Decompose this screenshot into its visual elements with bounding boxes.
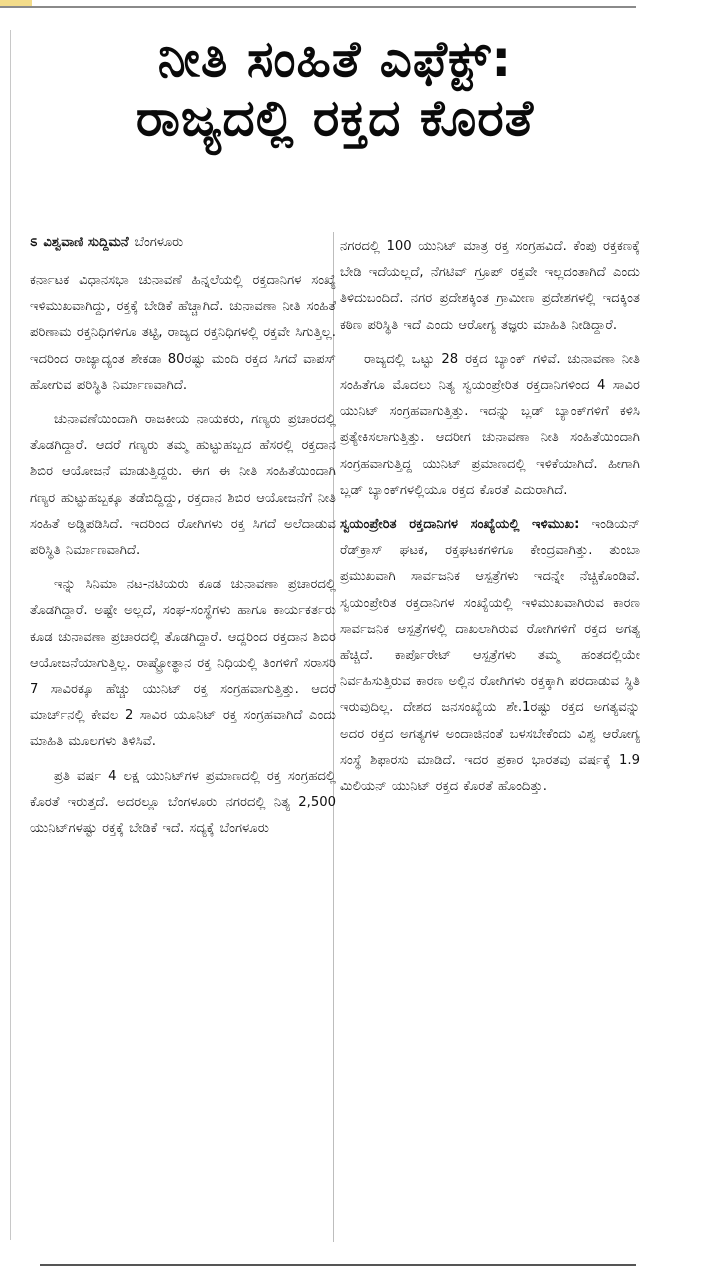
paragraph: ಚುನಾವಣೆಯಿಂದಾಗಿ ರಾಜಕೀಯ ನಾಯಕರು, ಗಣ್ಯರು ಪ್ರಚಾರದಲ್ಲಿ ತೊಡಗಿದ್ದಾರೆ. ಆದರೆ ಗಣ್ಯರು ತಮ್ಮ ಹುಟ್ಟುಹಬ್ಬದ ಹೆಸರಲ್ಲಿ ರಕ್ತದಾನ ಶಿಬಿರ ಆಯೋಜನೆ ಮಾಡುತ್ತಿದ್ದರು. ಈಗ ಈ ನೀತಿ ಸಂಹಿತೆಯಿಂದಾಗಿ ಗಣ್ಯರ ಹುಟ್ಟುಹಬ್ಬಕ್ಕೂ ತಡೆಬಿದ್ದಿದ್ದು, ರಕ್ತದಾನ ಶಿಬಿರ ಆಯೋಜನೆಗೆ ನೀತಿ ಸಂಹಿತೆ ಅಡ್ಡಿಪಡಿಸಿದೆ. ಇದರಿಂದ ರೋಗಿಗಳು ರಕ್ತ ಸಿಗದೆ ಅಲೆದಾಡುವ ಪರಿಸ್ಥಿತಿ ನಿರ್ಮಾಣವಾಗಿದೆ. xyxy=(30,412,336,559)
paragraph: ಪ್ರತಿ ವರ್ಷ 4 ಲಕ್ಷ ಯುನಿಟ್‌ಗಳ ಪ್ರಮಾಣದಲ್ಲಿ ರಕ್ತ ಸಂಗ್ರಹದಲ್ಲಿ ಕೊರತೆ ಇರುತ್ತದೆ. ಅದರಲ್ಲೂ ಬೆಂಗಳೂರು ನಗರದಲ್ಲಿ ನಿತ್ಯ 2,500 ಯುನಿಟ್‌ಗಳಷ್ಟು ರಕ್ತಕ್ಕೆ ಬೇಡಿಕೆ ಇದೆ. ಸದ್ಯಕ್ಕೆ ಬೆಂಗಳೂರು xyxy=(30,768,336,837)
headline-line-1: ನೀತಿ ಸಂಹಿತೆ ಎಫೆಕ್ಟ್: xyxy=(157,30,513,88)
paragraph: ಕರ್ನಾಟಕ ವಿಧಾನಸಭಾ ಚುನಾವಣೆ ಹಿನ್ನಲೆಯಲ್ಲಿ ರಕ್ತದಾನಿಗಳ ಸಂಖ್ಯೆ ಇಳಿಮುಖವಾಗಿದ್ದು, ರಕ್ತಕ್ಕೆ ಬೇಡಿಕೆ ಹೆಚ್ಚಾಗಿದೆ. ಚುನಾವಣಾ ನೀತಿ ಸಂಹಿತೆ ಪರಿಣಾಮ ರಕ್ತನಿಧಿಗಳಿಗೂ ತಟ್ಟಿ, ರಾಜ್ಯದ ರಕ್ತನಿಧಿಗಳಲ್ಲಿ ರಕ್ತವೇ ಸಿಗುತ್ತಿಲ್ಲ. ಇದರಿಂದ ರಾಜ್ಯಾದ್ಯಂತ ಶೇಕಡಾ 80ರಷ್ಟು ಮಂದಿ ರಕ್ತದ ಸಿಗದೆ ವಾಪಸ್ ಹೋಗುವ ಪರಿಸ್ಥಿತಿ ನಿರ್ಮಾಣವಾಗಿದೆ. xyxy=(30,273,336,393)
bottom-rule xyxy=(40,1264,636,1266)
paragraph: ರಾಜ್ಯದಲ್ಲಿ ಒಟ್ಟು 28 ರಕ್ತದ ಬ್ಯಾಂಕ್ ಗಳಿವೆ. ಚುನಾವಣಾ ನೀತಿ ಸಂಹಿತೆಗೂ ಮೊದಲು ನಿತ್ಯ ಸ್ವಯಂಪ್ರೇರಿತ ರಕ್ತದಾನಿಗಳಿಂದ 4 ಸಾವಿರ ಯುನಿಟ್ ಸಂಗ್ರಹವಾಗುತ್ತಿತ್ತು. ಇದನ್ನು ಬ್ಲಡ್ ಬ್ಯಾಂಕ್‌ಗಳಿಗೆ ಕಳಿಸಿ ಪ್ರತ್ಯೇಕಿಸಲಾಗುತ್ತಿತ್ತು. ಆದರೀಗ ಚುನಾವಣಾ ನೀತಿ ಸಂಹಿತೆಯಿಂದಾಗಿ ಸಂಗ್ರಹವಾಗುತ್ತಿದ್ದ ಯುನಿಟ್ ಪ್ರಮಾಣದಲ್ಲಿ ಇಳಿಕೆಯಾಗಿದೆ. ಹೀಗಾಗಿ ಬ್ಲಡ್ ಬ್ಯಾಂಕ್‌ಗಳಲ್ಲಿಯೂ ರಕ್ತದ ಕೊರತೆ ಎದುರಾಗಿದೆ. xyxy=(340,351,640,498)
right-column xyxy=(340,234,640,808)
headline-line-2: ರಾಜ್ಯದಲ್ಲಿ ರಕ್ತದ ಕೊರತೆ xyxy=(135,89,535,147)
byline-agency: ವಿಶ್ವವಾಣಿ ಸುದ್ದಿಮನೆ xyxy=(43,234,129,250)
headline xyxy=(30,30,640,148)
paragraph: ಇನ್ನು ಸಿನಿಮಾ ನಟ-ನಟಿಯರು ಕೂಡ ಚುನಾವಣಾ ಪ್ರಚಾರದಲ್ಲಿ ತೊಡಗಿದ್ದಾರೆ. ಅಷ್ಟೇ ಅಲ್ಲದೆ, ಸಂಘ-ಸಂಸ್ಥೆಗಳು ಹಾಗೂ ಕಾರ್ಯಕರ್ತರು ಕೂಡ ಚುನಾವಣಾ ಪ್ರಚಾರದಲ್ಲಿ ತೊಡಗಿದ್ದಾರೆ. ಆದ್ದರಿಂದ ರಕ್ತದಾನ ಶಿಬಿರ ಆಯೋಜನೆಯಾಗುತ್ತಿಲ್ಲ. ರಾಷ್ಟ್ರೋತ್ಥಾನ ರಕ್ತ ನಿಧಿಯಲ್ಲಿ ತಿಂಗಳಿಗೆ ಸರಾಸರಿ 7 ಸಾವಿರಕ್ಕೂ ಹೆಚ್ಚು ಯುನಿಟ್ ರಕ್ತ ಸಂಗ್ರಹವಾಗುತ್ತಿತ್ತು. ಆದರೆ ಮಾರ್ಚ್‌ನಲ್ಲಿ ಕೇವಲ 2 ಸಾವಿರ ಯೂನಿಟ್ ರಕ್ತ ಸಂಗ್ರಹವಾಗಿದೆ ಎಂದು ಮಾಹಿತಿ ಮೂಲಗಳು ತಿಳಿಸಿವೆ. xyxy=(30,577,336,750)
subsection-heading: ಸ್ವಯಂಪ್ರೇರಿತ ರಕ್ತದಾನಿಗಳ ಸಂಖ್ಯೆಯಲ್ಲಿ ಇಳಿಮುಖ: xyxy=(340,517,580,533)
byline xyxy=(30,234,336,250)
top-rule xyxy=(0,6,636,8)
byline-marker: ಽ xyxy=(30,234,38,250)
byline-place: ಬೆಂಗಳೂರು xyxy=(134,234,184,250)
subsection-paragraph xyxy=(340,512,640,800)
subsection-body: ಇಂಡಿಯನ್ ರೆಡ್‌ಕ್ರಾಸ್ ಘಟಕ, ರಕ್ತಘಟಕಗಳಿಗೂ ಕೇಂದ್ರವಾಗಿತ್ತು. ತುಂಬಾ ಪ್ರಮುಖವಾಗಿ ಸಾರ್ವಜನಿಕ ಆಸ್ಪತ್ರೆಗಳು ಇದನ್ನೇ ನೆಚ್ಚಿಕೊಂಡಿವೆ. ಸ್ವಯಂಪ್ರೇರಿತ ರಕ್ತದಾನಿಗಳ ಸಂಖ್ಯೆಯಲ್ಲಿ ಇಳಿಮುಖವಾಗಿರುವ ಕಾರಣ ಸಾರ್ವಜನಿಕ ಆಸ್ಪತ್ರೆಗಳಲ್ಲಿ ದಾಖಲಾಗಿರುವ ರೋಗಿಗಳಿಗೆ ರಕ್ತದ ಅಗತ್ಯ ಹೆಚ್ಚಿದೆ. ಕಾರ್ಪೊರೇಟ್ ಆಸ್ಪತ್ರೆಗಳು ತಮ್ಮ ಹಂತದಲ್ಲಿಯೇ ನಿರ್ವಹಿಸುತ್ತಿರುವ ಕಾರಣ ಅಲ್ಲಿನ ರೋಗಿಗಳು ರಕ್ತಕ್ಕಾಗಿ ಪರದಾಡುವ ಸ್ಥಿತಿ ಇರುವುದಿಲ್ಲ. ದೇಶದ ಜನಸಂಖ್ಯೆಯ ಶೇ.1ರಷ್ಟು ರಕ್ತದ ಅಗತ್ಯವನ್ನು ಅದರ ರಕ್ತದ ಅಗತ್ಯಗಳ ಅಂದಾಜಿನಂತೆ ಬಳಸಬೇಕೆಂದು ವಿಶ್ವ ಆರೋಗ್ಯ ಸಂಸ್ಥೆ ಶಿಫಾರಸು ಮಾಡಿದೆ. ಇದರ ಪ್ರಕಾರ ಭಾರತವು ವರ್ಷಕ್ಕೆ 1.9 ಮಿಲಿಯನ್ ಯುನಿಟ್ ರಕ್ತದ ಕೊರತೆ ಹೊಂದಿತ್ತು. xyxy=(340,517,640,795)
paragraph: ನಗರದಲ್ಲಿ 100 ಯುನಿಟ್ ಮಾತ್ರ ರಕ್ತ ಸಂಗ್ರಹವಿದೆ. ಕೆಂಪು ರಕ್ತಕಣಕ್ಕೆ ಬೇಡಿ ಇದೆಯಲ್ಲದೆ, ನೆಗಟಿವ್ ಗ್ರೂಪ್ ರಕ್ತವೇ ಇಲ್ಲದಂತಾಗಿದೆ ಎಂದು ತಿಳಿದುಬಂದಿದೆ. ನಗರ ಪ್ರದೇಶಕ್ಕಿಂತ ಗ್ರಾಮೀಣ ಪ್ರದೇಶಗಳಲ್ಲಿ ಇದಕ್ಕಿಂತ ಕಠಿಣ ಪರಿಸ್ಥಿತಿ ಇದೆ ಎಂದು ಆರೋಗ್ಯ ತಜ್ಞರು ಮಾಹಿತಿ ನೀಡಿದ್ದಾರೆ. xyxy=(340,239,640,333)
left-margin-rule xyxy=(10,30,11,1240)
left-column xyxy=(30,234,336,850)
